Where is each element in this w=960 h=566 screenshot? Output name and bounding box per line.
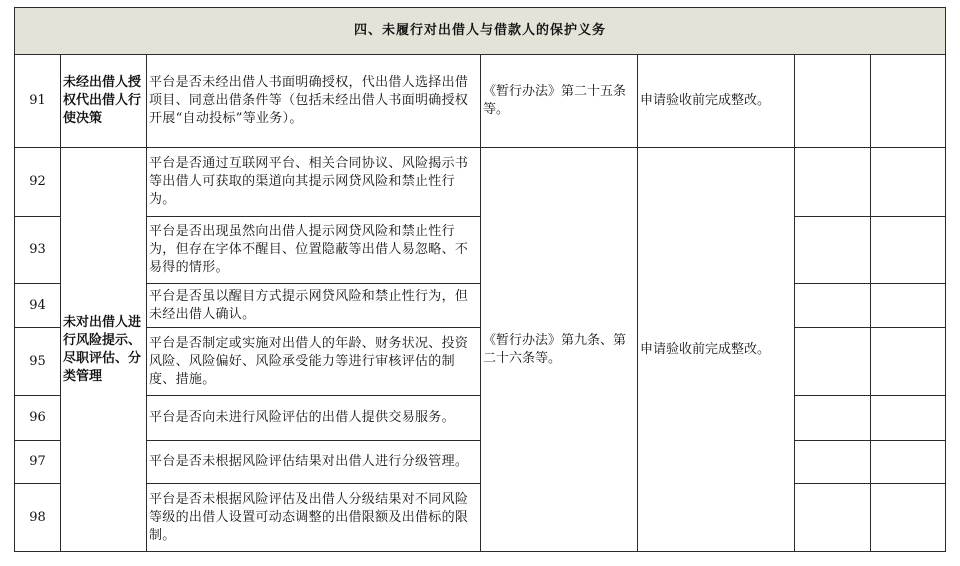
row-number: 93 bbox=[15, 217, 61, 284]
row-number: 96 bbox=[15, 396, 61, 441]
empty-cell bbox=[795, 328, 871, 396]
row-number: 92 bbox=[15, 148, 61, 217]
category-cell: 未对出借人进行风险提示、尽职评估、分类管理 bbox=[61, 148, 147, 552]
description-cell: 平台是否未经出借人书面明确授权，代出借人选择出借项目、同意出借条件等（包括未经出借人书面明确授权开展“自动投标”等业务）。 bbox=[147, 55, 481, 148]
basis-cell: 《暂行办法》第二十五条等。 bbox=[481, 55, 638, 148]
empty-cell bbox=[795, 484, 871, 552]
description-cell: 平台是否未根据风险评估结果对出借人进行分级管理。 bbox=[147, 441, 481, 484]
table-row bbox=[15, 328, 946, 396]
empty-cell bbox=[871, 396, 946, 441]
row-number: 97 bbox=[15, 441, 61, 484]
empty-cell bbox=[795, 396, 871, 441]
row-number: 91 bbox=[15, 55, 61, 148]
empty-cell bbox=[795, 441, 871, 484]
table-row bbox=[15, 148, 946, 217]
row-number: 98 bbox=[15, 484, 61, 552]
empty-cell bbox=[871, 217, 946, 284]
empty-cell bbox=[871, 55, 946, 148]
empty-cell bbox=[871, 328, 946, 396]
requirement-cell: 申请验收前完成整改。 bbox=[638, 148, 795, 552]
table-row bbox=[15, 396, 946, 441]
table-row bbox=[15, 484, 946, 552]
row-number: 94 bbox=[15, 284, 61, 328]
table-row bbox=[15, 284, 946, 328]
description-cell: 平台是否出现虽然向出借人提示网贷风险和禁止性行为，但存在字体不醒目、位置隐蔽等出借人易忽略、不易得的情形。 bbox=[147, 217, 481, 284]
category-cell: 未经出借人授权代出借人行使决策 bbox=[61, 55, 147, 148]
section-title: 四、未履行对出借人与借款人的保护义务 bbox=[15, 8, 946, 55]
empty-cell bbox=[795, 217, 871, 284]
empty-cell bbox=[871, 441, 946, 484]
empty-cell bbox=[795, 148, 871, 217]
empty-cell bbox=[871, 284, 946, 328]
row-number: 95 bbox=[15, 328, 61, 396]
requirement-cell: 申请验收前完成整改。 bbox=[638, 55, 795, 148]
table-row bbox=[15, 441, 946, 484]
table-row bbox=[15, 55, 946, 148]
description-cell: 平台是否虽以醒目方式提示网贷风险和禁止性行为，但未经出借人确认。 bbox=[147, 284, 481, 328]
empty-cell bbox=[795, 284, 871, 328]
basis-cell: 《暂行办法》第九条、第二十六条等。 bbox=[481, 148, 638, 552]
table-row bbox=[15, 217, 946, 284]
description-cell: 平台是否未根据风险评估及出借人分级结果对不同风险等级的出借人设置可动态调整的出借限额及出借标的限制。 bbox=[147, 484, 481, 552]
description-cell: 平台是否通过互联网平台、相关合同协议、风险揭示书等出借人可获取的渠道向其提示网贷风险和禁止性行为。 bbox=[147, 148, 481, 217]
empty-cell bbox=[871, 148, 946, 217]
empty-cell bbox=[795, 55, 871, 148]
description-cell: 平台是否制定或实施对出借人的年龄、财务状况、投资风险、风险偏好、风险承受能力等进行审核评估的制度、措施。 bbox=[147, 328, 481, 396]
empty-cell bbox=[871, 484, 946, 552]
checklist-table bbox=[14, 7, 946, 552]
description-cell: 平台是否向未进行风险评估的出借人提供交易服务。 bbox=[147, 396, 481, 441]
